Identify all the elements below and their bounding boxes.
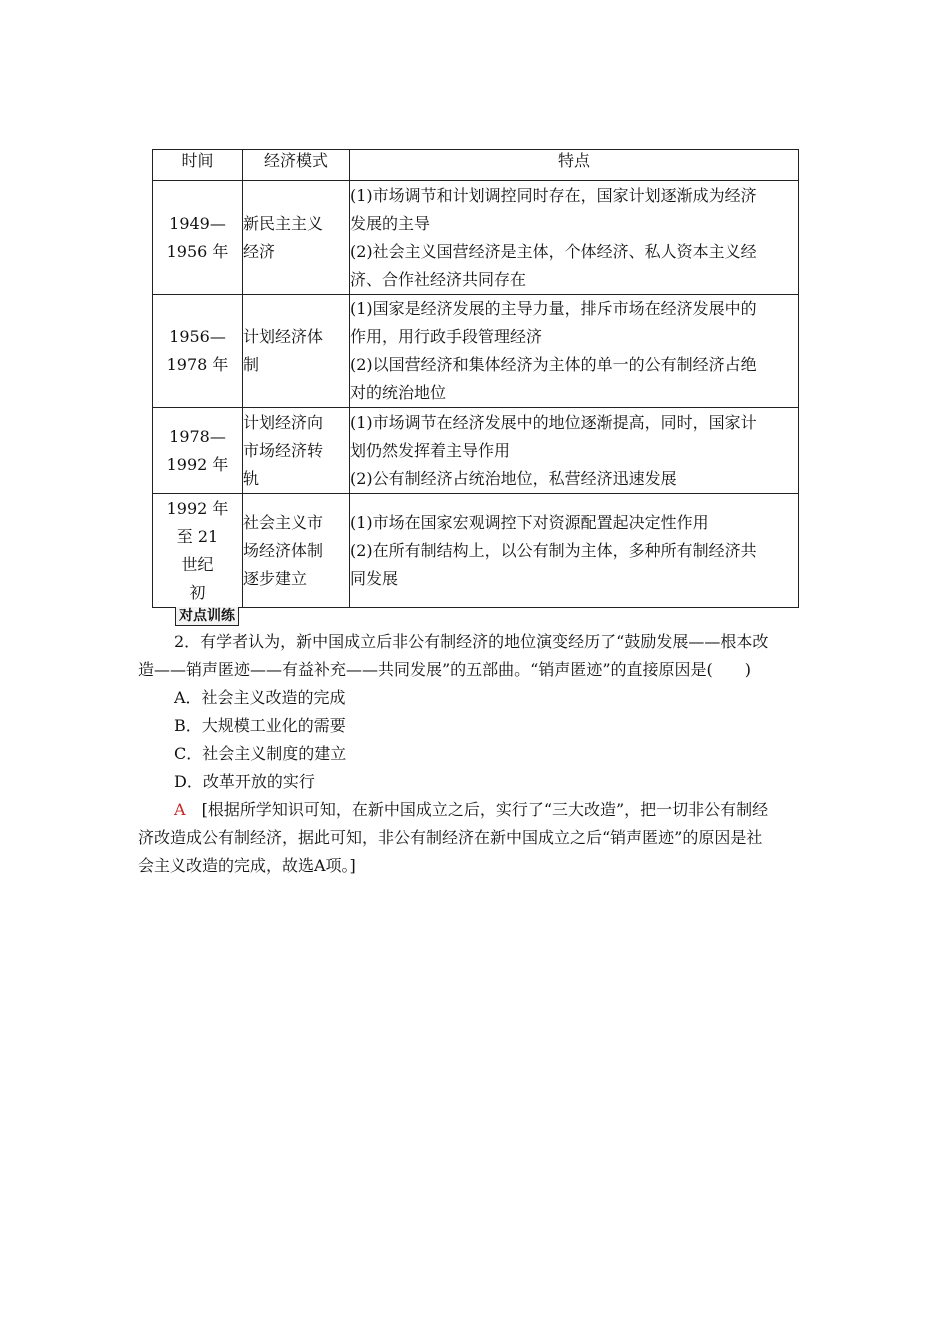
period-cell — [153, 181, 243, 295]
header-features: 特点 — [350, 150, 799, 181]
period-cell — [153, 295, 243, 408]
mode-text: 场经济体制 — [243, 540, 324, 560]
mode-cell — [243, 181, 350, 295]
period-text: 1956— — [169, 327, 226, 346]
question-stem-line: 2．有学者认为，新中国成立后非公有制经济的地位演变经历了“鼓励发展——根本改 — [174, 632, 769, 651]
period-cell — [153, 408, 243, 494]
period-text: 世纪 — [181, 554, 214, 574]
training-section-tag — [175, 607, 239, 626]
answer-block — [138, 796, 818, 880]
answer-explanation: [根据所学知识可知，在新中国成立之后，实行了“三大改造”，把一切非公有制经 — [201, 800, 769, 819]
option-a: A．社会主义改造的完成 — [174, 688, 346, 707]
mode-text: 社会主义市 — [243, 512, 324, 532]
table-row — [153, 494, 799, 608]
feature-text: (1)国家是经济发展的主导力量，排斥市场在经济发展中的 — [350, 299, 757, 318]
mode-text: 市场经济转 — [243, 440, 324, 460]
feature-text: (2)以国营经济和集体经济为主体的单一的公有制经济占绝 — [350, 355, 757, 374]
mode-text: 计划经济体 — [243, 327, 324, 346]
mode-text: 逐步建立 — [243, 568, 308, 588]
feature-text: 对的统治地位 — [350, 383, 447, 402]
period-text: 初 — [189, 582, 206, 602]
period-text: 至 21 — [176, 526, 219, 546]
features-cell — [350, 494, 799, 608]
period-text: 1992 年 — [166, 498, 229, 518]
mode-cell — [243, 295, 350, 408]
feature-text: (1)市场调节和计划调控同时存在，国家计划逐渐成为经济 — [350, 185, 757, 205]
mode-text: 制 — [243, 355, 260, 374]
header-time: 时间 — [153, 150, 243, 181]
training-tag-label: 对点训练 — [179, 608, 235, 624]
period-text: 1978— — [169, 426, 226, 446]
question-block — [138, 628, 818, 796]
table-row — [153, 181, 799, 295]
mode-cell — [243, 494, 350, 608]
mode-text: 经济 — [243, 241, 276, 261]
feature-text: (2)公有制经济占统治地位，私营经济迅速发展 — [350, 468, 677, 488]
table-row — [153, 408, 799, 494]
feature-text: 同发展 — [350, 568, 399, 588]
feature-text: (2)社会主义国营经济是主体，个体经济、私人资本主义经 — [350, 241, 757, 261]
table-header-row — [153, 150, 799, 181]
option-c: C．社会主义制度的建立 — [174, 744, 347, 763]
header-mode: 经济模式 — [243, 150, 350, 181]
question-stem-line: 造——销声匿迹——有益补充——共同发展”的五部曲。“销声匿迹”的直接原因是( ) — [138, 660, 752, 679]
feature-text: (2)在所有制结构上，以公有制为主体，多种所有制经济共 — [350, 540, 757, 560]
feature-text: 发展的主导 — [350, 213, 431, 233]
answer-line: 会主义改造的完成，故选A项。] — [138, 856, 356, 875]
feature-text: (1)市场调节在经济发展中的地位逐渐提高，同时，国家计 — [350, 412, 757, 432]
period-cell — [153, 494, 243, 608]
features-cell — [350, 408, 799, 494]
period-text: 1949— — [169, 213, 226, 233]
answer-line: 济改造成公有制经济，据此可知，非公有制经济在新中国成立之后“销声匿迹”的原因是社 — [138, 828, 763, 847]
period-text: 1992 年 — [166, 454, 229, 474]
mode-text: 新民主主义 — [243, 213, 324, 233]
mode-text: 计划经济向 — [243, 412, 324, 432]
period-text: 1978 年 — [166, 355, 229, 374]
period-text: 1956 年 — [166, 241, 229, 261]
feature-text: 济、合作社经济共同存在 — [350, 269, 527, 289]
features-cell — [350, 295, 799, 408]
answer-letter: A — [174, 800, 186, 819]
feature-text: 作用，用行政手段管理经济 — [350, 327, 543, 346]
option-d: D．改革开放的实行 — [174, 772, 315, 791]
mode-cell — [243, 408, 350, 494]
mode-text: 轨 — [243, 468, 260, 488]
feature-text: (1)市场在国家宏观调控下对资源配置起决定性作用 — [350, 512, 709, 532]
feature-text: 划仍然发挥着主导作用 — [350, 440, 511, 460]
answer-line — [138, 796, 818, 824]
option-b: B．大规模工业化的需要 — [174, 716, 346, 735]
table-row — [153, 295, 799, 408]
features-cell — [350, 181, 799, 295]
economic-modes-table — [152, 149, 799, 608]
